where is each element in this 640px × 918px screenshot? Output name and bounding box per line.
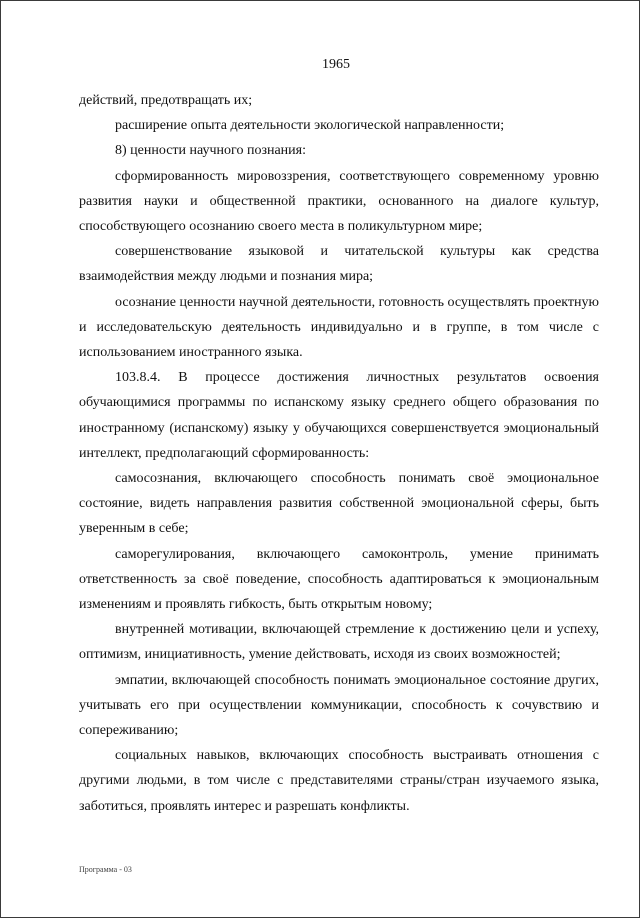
section-heading-scientific-values: 8) ценности научного познания: xyxy=(115,143,306,159)
page-footer: Программа - 03 xyxy=(79,865,132,874)
paragraph-ecological-experience: расширение опыта деятельности экологической направленности; xyxy=(115,118,505,134)
paragraph-empathy: эмпатии, включающей способность понимать эмоциональное состояние других, учитывать его при осуществлении коммуникации, способность к сочувствию и сопереживанию; xyxy=(79,672,599,739)
paragraph-social-skills: социальных навыков, включающих способность выстраивать отношения с другими людьми, в том числе с представителями страны/стран изучаемого языка, заботиться, проявлять интерес и разрешать конфликты. xyxy=(79,748,599,814)
paragraph-scientific-activity: осознание ценности научной деятельности, готовность осуществлять проектную и исследовательскую деятельность индивидуально и в группе, в том числе с использованием иностранного языка. xyxy=(79,294,599,361)
paragraph-clause-103-8-4: 103.8.4. В процессе достижения личностных результатов освоения обучающимися программы по испанскому языку среднего общего образования по иностранному (испанскому) языку у обучающихся совершенствуется эмоциональный интеллект, предполагающий сформированность: xyxy=(79,370,599,461)
paragraph-self-regulation: саморегулирования, включающего самоконтроль, умение принимать ответственность за своё поведение, способность адаптироваться к эмоциональным изменениям и проявлять гибкость, быть открытым новому; xyxy=(79,546,599,613)
document-body xyxy=(79,88,599,819)
paragraph-language-culture: совершенствование языковой и читательской культуры как средства взаимодействия между людьми и познания мира; xyxy=(79,244,599,285)
paragraph-internal-motivation: внутренней мотивации, включающей стремление к достижению цели и успеху, оптимизм, инициативность, умение действовать, исходя из своих возможностей; xyxy=(79,622,599,663)
paragraph-continuation: действий, предотвращать их; xyxy=(79,93,253,108)
page-number: 1965 xyxy=(322,57,350,72)
paragraph-worldview: сформированность мировоззрения, соответствующего современному уровню развития науки и общественной практики, основанного на диалоге культур, способствующего осознанию своего места в поликультурном мире; xyxy=(79,168,599,235)
paragraph-self-awareness: самосознания, включающего способность понимать своё эмоциональное состояние, видеть направления развития собственной эмоциональной сферы, быть уверенным в себе; xyxy=(79,471,599,537)
